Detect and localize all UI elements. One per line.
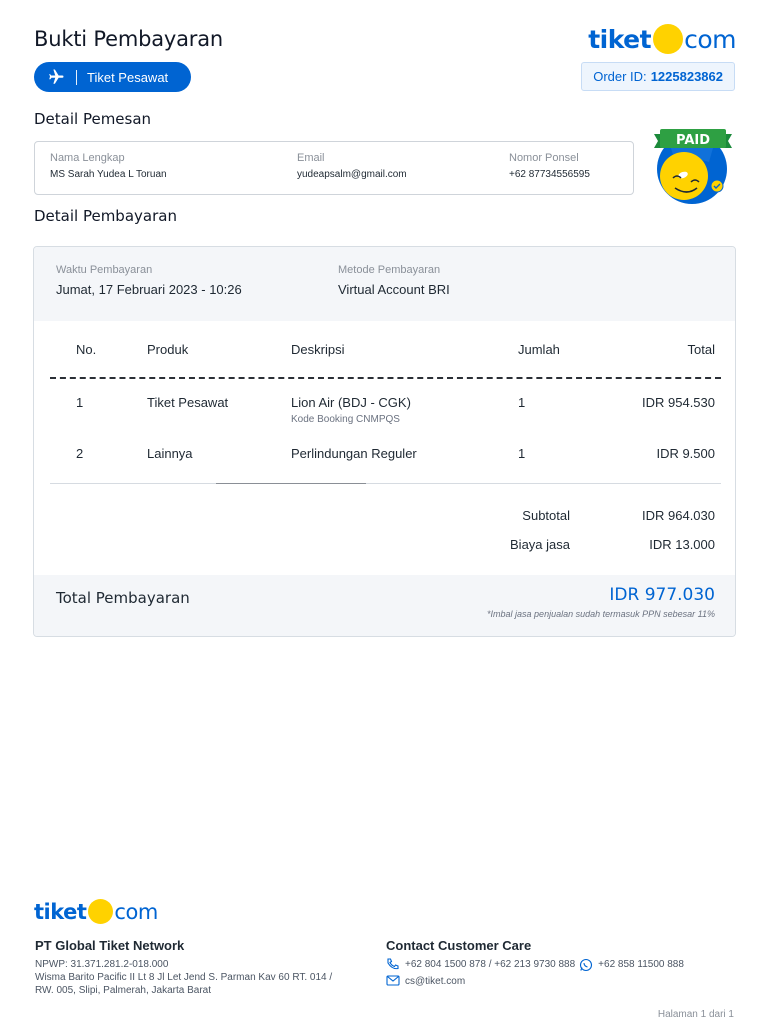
row-1-total: IDR 954.530 [642,395,715,410]
col-header-no: No. [76,342,97,357]
table-bottom-divider-accent [216,483,366,484]
email-label: Email [297,152,325,164]
logo-dot-icon [653,24,683,54]
col-header-produk: Produk [147,342,189,357]
payment-card [33,246,736,637]
biaya-jasa-label: Biaya jasa [510,537,570,552]
table-header-divider [50,377,721,379]
col-header-total: Total [687,342,715,357]
section-title-pembayaran: Detail Pembayaran [34,207,177,225]
payment-info-header [34,247,735,321]
phone-icon [386,958,400,970]
footer-tiket-logo [34,899,158,924]
row-1-booking-code: Kode Booking CNMPQS [291,414,400,425]
care-email-row [386,975,684,987]
product-label: Tiket Pesawat [87,69,169,85]
metode-field [338,264,450,297]
footer-logo-text-right: com [114,899,158,924]
nama-field [50,152,167,180]
row-2-produk: Lainnya [147,446,193,461]
total-payment-bar [34,575,735,637]
metode-label: Metode Pembayaran [338,264,441,276]
row-1-no: 1 [76,395,84,410]
row-2-deskripsi: Perlindungan Reguler [291,446,417,461]
total-value: IDR 977.030 [609,585,715,605]
nama-value: MS Sarah Yudea L Toruan [50,169,167,180]
total-tax-note: *Imbal jasa penjualan sudah termasuk PPN sebesar 11% [487,609,715,619]
table-bottom-divider [50,483,721,484]
care-email[interactable]: cs@tiket.com [405,975,466,987]
metode-value: Virtual Account BRI [338,282,450,297]
subtotal-label: Subtotal [522,508,570,523]
biaya-jasa-value: IDR 13.000 [649,537,715,552]
care-whatsapp-number: +62 858 11500 888 [598,958,684,970]
email-field [297,152,407,180]
logo-text-left: tiket [588,24,652,54]
care-phone-row [386,958,684,970]
order-id-box [581,62,735,91]
section-title-pemesan: Detail Pemesan [34,110,152,128]
waktu-label: Waktu Pembayaran [56,264,153,276]
customer-care-title: Contact Customer Care [386,938,532,953]
row-1-deskripsi: Lion Air (BDJ - CGK) [291,395,411,410]
page-title: Bukti Pembayaran [34,27,224,51]
paid-badge [651,128,735,206]
footer-logo-dot-icon [88,899,113,924]
airplane-icon [46,67,66,87]
company-address-2: RW. 005, Slipi, Palmerah, Jakarta Barat [35,985,212,996]
phone-field [509,152,590,180]
care-phone-numbers: +62 804 1500 878 / +62 213 9730 888 [405,958,576,970]
company-info [35,938,332,997]
phone-value: +62 87734556595 [509,169,590,180]
pemesan-card [34,141,634,195]
row-2-no: 2 [76,446,84,461]
paid-text: PAID [675,133,711,148]
email-value: yudeapsalm@gmail.com [297,169,407,180]
customer-care [386,938,684,987]
col-header-jumlah: Jumlah [518,342,560,357]
total-label: Total Pembayaran [56,589,190,607]
row-2-jumlah: 1 [518,446,526,461]
footer-logo-text-left: tiket [34,899,87,924]
product-type-pill [34,62,191,92]
subtotal-value: IDR 964.030 [642,508,715,523]
nama-label: Nama Lengkap [50,152,125,164]
phone-label: Nomor Ponsel [509,152,579,164]
logo-text-right: com [684,24,736,54]
company-npwp: NPWP: 31.371.281.2-018.000 [35,959,169,970]
tiket-logo [588,24,736,54]
pill-divider [76,70,77,85]
waktu-value: Jumat, 17 Februari 2023 - 10:26 [56,282,242,297]
company-address-1: Wisma Barito Pacific II Lt 8 Jl Let Jend S. Parman Kav 60 RT. 014 / [35,972,333,983]
row-2-total: IDR 9.500 [656,446,715,461]
page-indicator: Halaman 1 dari 1 [657,1009,734,1020]
whatsapp-icon [579,958,593,970]
row-1-jumlah: 1 [518,395,526,410]
company-name: PT Global Tiket Network [35,938,185,953]
col-header-deskripsi: Deskripsi [291,342,345,357]
order-id-label: Order ID: [593,69,647,84]
row-1-produk: Tiket Pesawat [147,395,229,410]
mail-icon [386,975,400,987]
waktu-field [56,264,242,297]
order-id-value: 1225823862 [650,69,723,84]
